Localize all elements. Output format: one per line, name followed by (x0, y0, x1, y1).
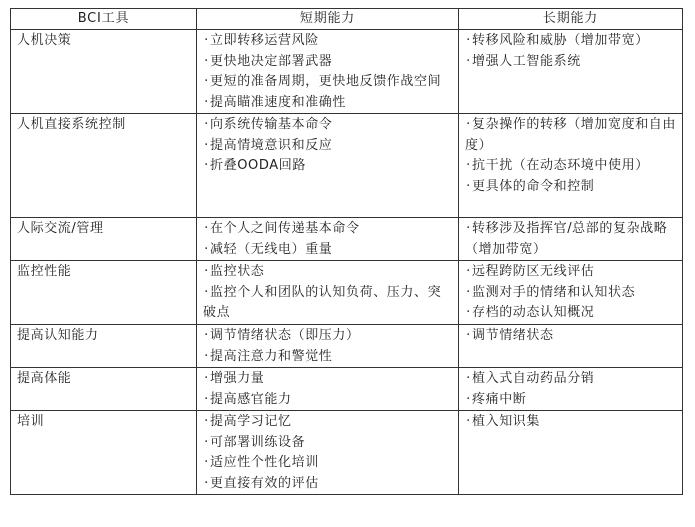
short-term-item: · 更直接有效的评估 (203, 474, 454, 495)
long-term-cell (459, 411, 683, 495)
header-bci-tool: BCI工具 (11, 9, 197, 30)
long-term-item: · 抗干扰（在动态环境中使用） (465, 156, 678, 177)
long-term-item: · 远程跨防区无线评估 (465, 262, 678, 283)
long-term-item: · 监测对手的情绪和认知状态 (465, 283, 678, 304)
short-term-item: · 提高情境意识和反应 (203, 136, 454, 157)
short-term-item: · 折叠OODA回路 (203, 156, 454, 177)
short-term-item: · 增强力量 (203, 369, 454, 390)
long-term-item: · 存档的动态认知概况 (465, 303, 678, 324)
table-row (11, 218, 683, 261)
short-term-item: · 提高学习记忆 (203, 412, 454, 433)
header-short-term: 短期能力 (197, 9, 459, 30)
long-term-item: · 植入知识集 (465, 412, 678, 433)
long-term-item: · 调节情绪状态 (465, 326, 678, 347)
header-row (11, 9, 683, 30)
short-term-item: · 减轻（无线电）重量 (203, 240, 454, 261)
row-tool-name: 人际交流/管理 (11, 218, 197, 261)
table-row (11, 411, 683, 495)
short-term-cell (197, 368, 459, 411)
long-term-item: · 转移涉及指挥官/总部的复杂战略（增加带宽） (465, 219, 678, 260)
long-term-cell (459, 368, 683, 411)
row-tool-name: 人机直接系统控制 (11, 114, 197, 218)
bci-capabilities-table (10, 8, 683, 495)
long-term-item: · 疼痛中断 (465, 390, 678, 411)
short-term-item: · 在个人之间传递基本命令 (203, 219, 454, 240)
row-tool-name: 培训 (11, 411, 197, 495)
long-term-item: · 更具体的命令和控制 (465, 177, 678, 198)
short-term-item: · 提高感官能力 (203, 390, 454, 411)
row-tool-name: 人机决策 (11, 30, 197, 114)
table-row (11, 261, 683, 325)
short-term-item: · 立即转移运营风险 (203, 31, 454, 52)
long-term-item: · 植入式自动药品分销 (465, 369, 678, 390)
short-term-cell (197, 411, 459, 495)
short-term-item: · 调节情绪状态（即压力） (203, 326, 454, 347)
row-tool-name: 监控性能 (11, 261, 197, 325)
table-row (11, 325, 683, 368)
long-term-item: · 转移风险和威胁（增加带宽） (465, 31, 678, 52)
short-term-item: · 向系统传输基本命令 (203, 115, 454, 136)
short-term-item: · 提高瞄准速度和准确性 (203, 93, 454, 114)
long-term-cell (459, 114, 683, 218)
short-term-item: · 更快地决定部署武器 (203, 52, 454, 73)
short-term-item: · 提高注意力和警觉性 (203, 347, 454, 368)
row-tool-name: 提高体能 (11, 368, 197, 411)
table-row (11, 114, 683, 218)
long-term-cell (459, 325, 683, 368)
long-term-item: · 复杂操作的转移（增加宽度和自由度） (465, 115, 678, 156)
long-term-cell (459, 218, 683, 261)
table-row (11, 368, 683, 411)
short-term-cell (197, 114, 459, 218)
short-term-item: · 监控状态 (203, 262, 454, 283)
short-term-cell (197, 30, 459, 114)
short-term-item: · 监控个人和团队的认知负荷、压力、突破点 (203, 283, 454, 324)
table-body (11, 30, 683, 495)
table-row (11, 30, 683, 114)
short-term-cell (197, 218, 459, 261)
short-term-item: · 更短的准备周期，更快地反馈作战空间 (203, 72, 454, 93)
short-term-item: · 适应性个性化培训 (203, 453, 454, 474)
long-term-item: · 增强人工智能系统 (465, 52, 678, 73)
header-long-term: 长期能力 (459, 9, 683, 30)
long-term-cell (459, 261, 683, 325)
row-tool-name: 提高认知能力 (11, 325, 197, 368)
long-term-cell (459, 30, 683, 114)
short-term-item: · 可部署训练设备 (203, 433, 454, 454)
short-term-cell (197, 325, 459, 368)
short-term-cell (197, 261, 459, 325)
